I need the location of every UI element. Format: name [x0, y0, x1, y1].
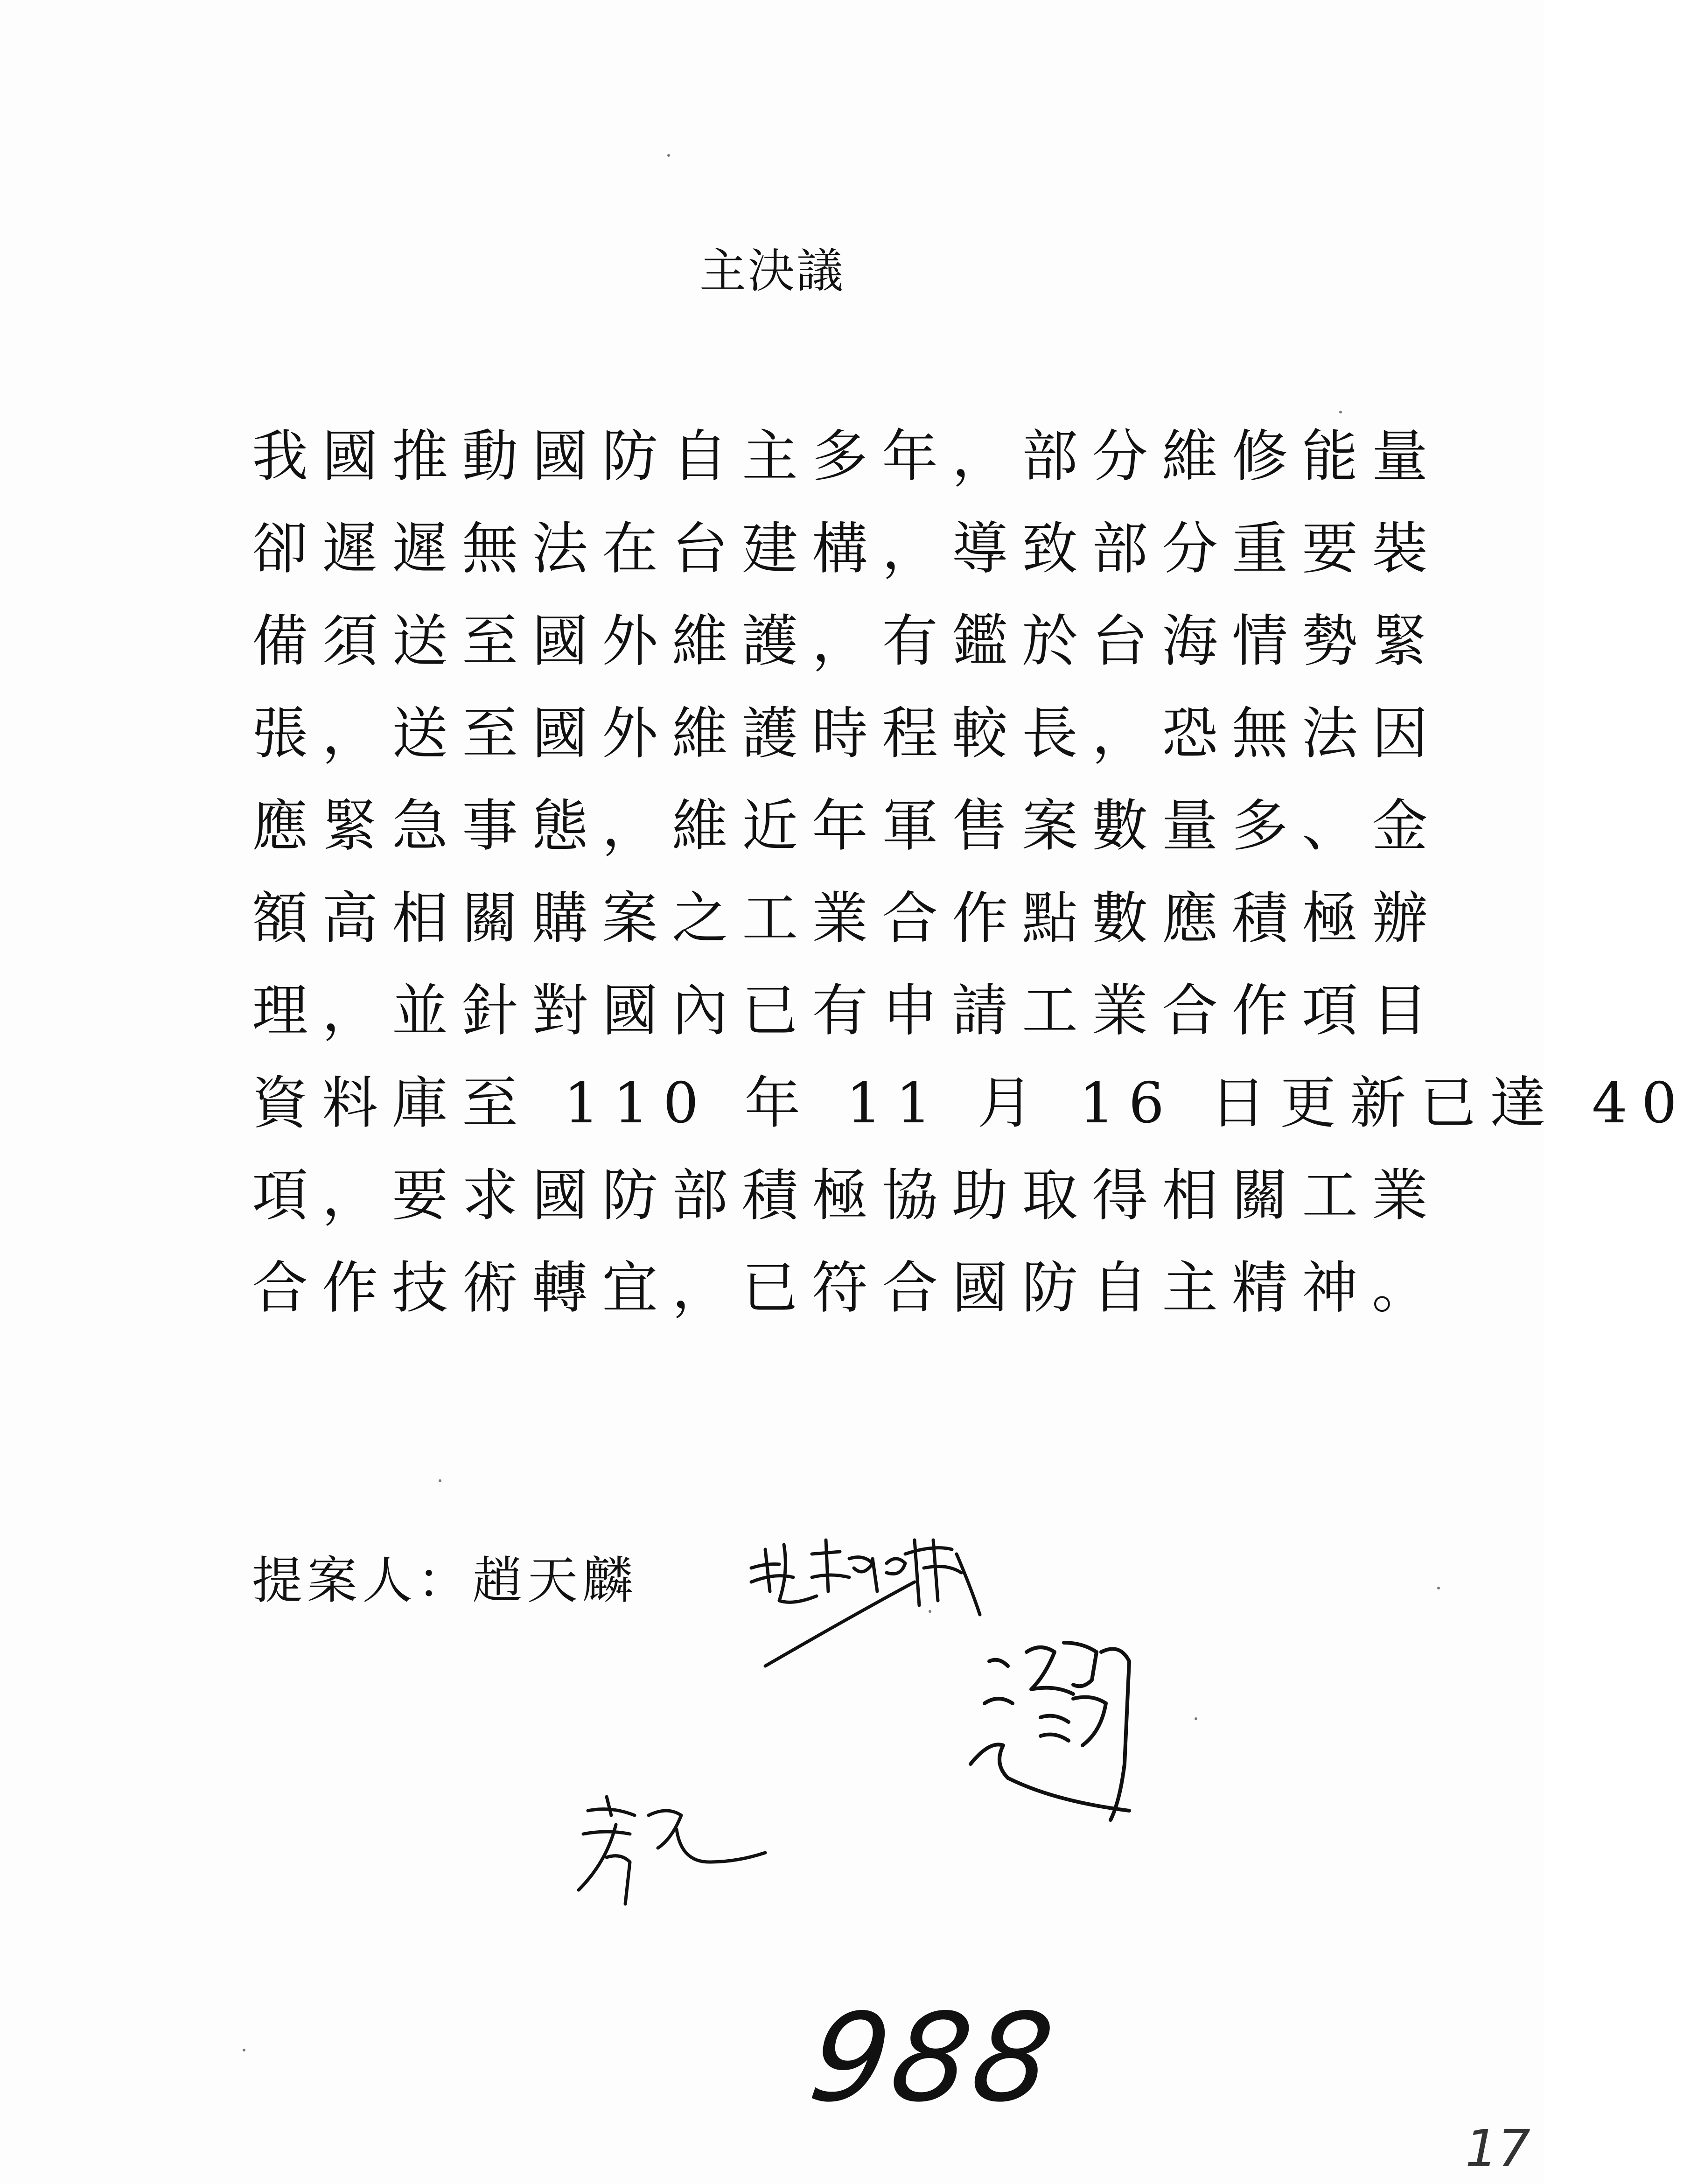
signature-3: [569, 1783, 784, 1923]
scan-speck: [929, 1610, 931, 1613]
body-line-9: 項，要求國防部積極協助取得相關工業: [252, 1163, 1442, 1228]
body-line-8: 資料庫至 110 年 11 月 16 日更新已達 40: [252, 1071, 1691, 1136]
resolution-body: [252, 411, 1691, 1335]
body-line-10: 合作技術轉宜，已符合國防自主精神。: [252, 1256, 1442, 1321]
body-line-7: 理，並針對國內已有申請工業合作項目: [252, 979, 1442, 1043]
proposer-label: 提案人：趙天麟: [252, 1552, 638, 1610]
scan-speck: [667, 154, 670, 157]
body-line-2: 卻遲遲無法在台建構，導致部分重要裝: [252, 517, 1442, 581]
scan-speck: [1437, 1587, 1440, 1589]
signature-2: [933, 1624, 1167, 1848]
body-line-3: 備須送至國外維護，有鑑於台海情勢緊: [252, 609, 1442, 674]
scan-speck: [243, 2049, 245, 2051]
body-line-5: 應緊急事態，維近年軍售案數量多、金: [252, 794, 1442, 859]
scan-speck: [1195, 1717, 1197, 1720]
scan-speck: [1339, 411, 1342, 413]
corner-page-number: 17: [1465, 2119, 1530, 2178]
handwritten-page-number: 988: [802, 1988, 1065, 2129]
body-line-1: 我國推動國防自主多年，部分維修能量: [252, 424, 1442, 489]
body-line-4: 張，送至國外維護時程較長，恐無法因: [252, 701, 1442, 766]
scan-speck: [439, 1479, 441, 1482]
document-title: 主決議: [699, 244, 845, 298]
body-line-6: 額高相關購案之工業合作點數應積極辦: [252, 886, 1442, 951]
